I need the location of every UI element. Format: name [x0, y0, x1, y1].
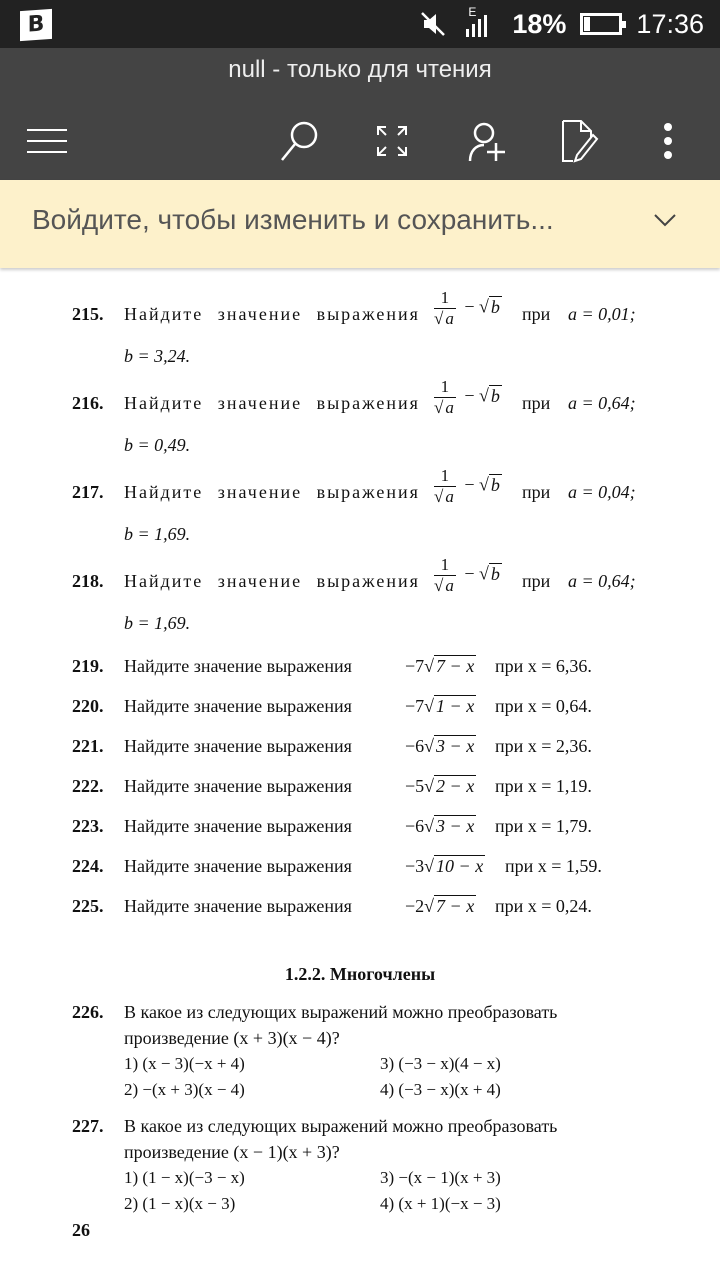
fullscreen-icon[interactable]	[367, 116, 417, 166]
battery-percent: 18%	[512, 8, 567, 39]
page-number: 26	[72, 1220, 90, 1240]
problem-item: 219. Найдите значение выражения −7√ 7 − x при x = 6,36.	[72, 656, 592, 676]
mute-icon	[418, 9, 448, 39]
document-title: null - только для чтения	[228, 56, 492, 83]
expression: $\frac{1}{√ a}$ − √ b	[434, 466, 500, 506]
problem-item: 217. Найдите значение выражения $\frac{1}{√ a}$ − √ b при a = 0,04; b = 1,69.	[72, 466, 636, 544]
problem-item: 226. В какое из следующих выражений можно преобразовать произведение (x + 3)(x − 4)? 1) (x − 3)(−x + 4) 2) −(x + 3)(x − 4) 3) (−3 − x)(4 − x) 4) (−3 − x)(x + 4)	[72, 1002, 558, 1099]
clock: 17:36	[636, 8, 704, 39]
answer-option: 4) (−3 − x)(x + 4)	[380, 1080, 501, 1099]
share-person-add-icon[interactable]	[462, 116, 512, 166]
problem-item: 218. Найдите значение выражения $\frac{1}{√ a}$ − √ b при a = 0,64; b = 1,69.	[72, 555, 636, 633]
answer-option: 3) −(x − 1)(x + 3)	[380, 1168, 501, 1187]
answer-option: 2) −(x + 3)(x − 4)	[124, 1080, 245, 1099]
expression: −7√ 1 − x	[405, 696, 475, 716]
answer-option: 1) (x − 3)(−x + 4)	[124, 1054, 245, 1073]
expression: $\frac{1}{√ a}$ − √ b	[434, 555, 500, 595]
problem-item: 220. Найдите значение выражения −7√ 1 − x при x = 0,64.	[72, 696, 592, 716]
sign-in-prompt[interactable]: Войдите, чтобы изменить и сохранить...	[32, 204, 554, 235]
more-options-icon[interactable]	[643, 116, 693, 166]
problem-item: 225. Найдите значение выражения −2√ 7 − x при x = 0,24.	[72, 896, 592, 916]
expression: −2√ 7 − x	[405, 896, 475, 916]
status-bar	[0, 0, 720, 48]
sign-in-banner[interactable]	[0, 180, 720, 268]
answer-option: 1) (1 − x)(−3 − x)	[124, 1168, 245, 1187]
toolbar	[0, 48, 720, 180]
problem-item: 224. Найдите значение выражения −3√ 10 − x при x = 1,59.	[72, 856, 602, 876]
expression: −6√ 3 − x	[405, 816, 475, 836]
problem-item: 223. Найдите значение выражения −6√ 3 − x при x = 1,79.	[72, 816, 592, 836]
expression: $\frac{1}{√ a}$ − √ b	[434, 288, 500, 328]
problem-item: 216. Найдите значение выражения $\frac{1}{√ a}$ − √ b при a = 0,64; b = 0,49.	[72, 377, 636, 455]
answer-option: 2) (1 − x)(x − 3)	[124, 1194, 236, 1213]
search-icon[interactable]	[274, 116, 324, 166]
app-logo-icon: B	[20, 9, 52, 41]
battery-icon	[580, 13, 622, 35]
section-heading: 1.2.2. Многочлены	[284, 964, 436, 984]
expression: −3√ 10 − x	[405, 856, 484, 876]
problem-item: 215. Найдите значение выражения $\frac{1}{√ a}$ − √ b при a = 0,01; b = 3,24.	[72, 288, 636, 366]
expression: −6√ 3 − x	[405, 736, 475, 756]
answer-option: 3) (−3 − x)(4 − x)	[380, 1054, 501, 1073]
problem-item: 222. Найдите значение выражения −5√ 2 − x при x = 1,19.	[72, 776, 592, 796]
problem-item: 227. В какое из следующих выражений можно преобразовать произведение (x − 1)(x + 3)? 1) (1 − x)(−3 − x) 2) (1 − x)(x − 3) 3) −(x − 1)(x + 3) 4) (x + 1)(−x − 3)	[72, 1116, 558, 1213]
expression: −7√ 7 − x	[405, 656, 475, 676]
answer-option: 4) (x + 1)(−x − 3)	[380, 1194, 501, 1213]
signal-icon: E	[462, 9, 498, 39]
expression: $\frac{1}{√ a}$ − √ b	[434, 377, 500, 417]
chevron-down-icon[interactable]	[652, 210, 678, 230]
expression: −5√ 2 − x	[405, 776, 475, 796]
menu-icon[interactable]	[22, 116, 72, 166]
problem-item: 221. Найдите значение выражения −6√ 3 − x при x = 2,36.	[72, 736, 592, 756]
edit-document-icon[interactable]	[554, 116, 604, 166]
